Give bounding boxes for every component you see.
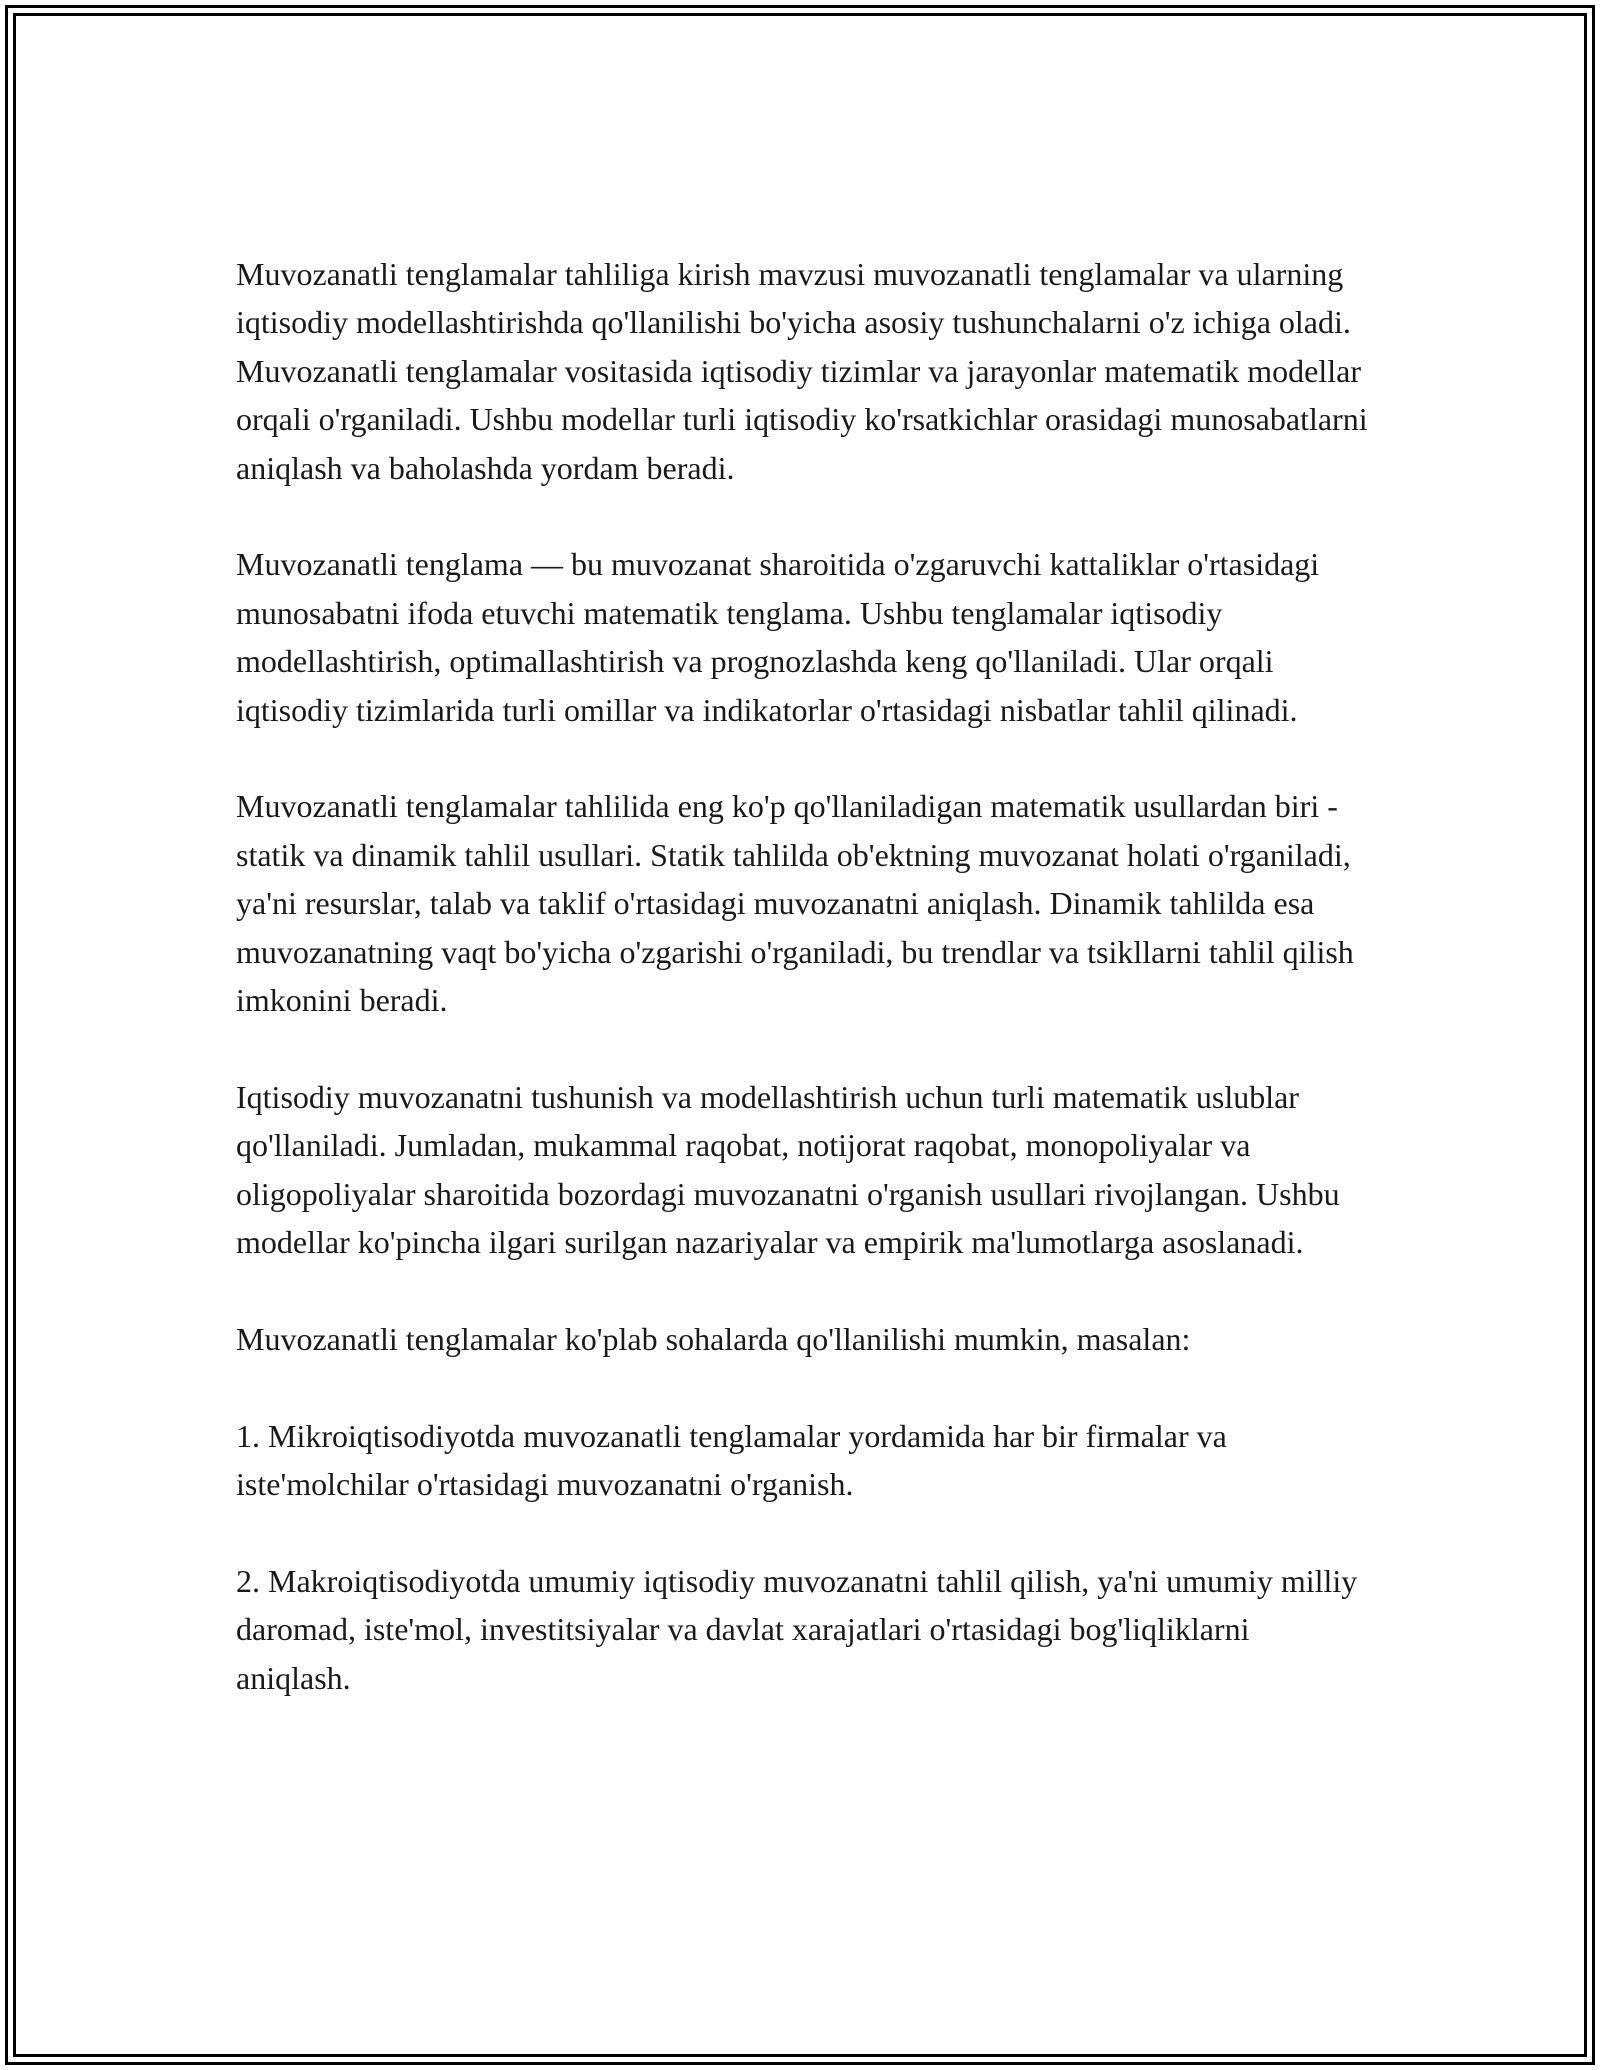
paragraph-methods: Muvozanatli tenglamalar tahlilida eng ko'p qo'llaniladigan matematik usullardan biri - statik va dinamik tahlil usullari. Statik tahlilda ob'ektning muvozanat holati o'rganiladi, ya'ni resurslar, talab va taklif o'rtasidagi muvozanatni aniqlash. Dinamik tahlilda esa muvozanatning vaqt bo'yicha o'zgarishi o'rganiladi, bu trendlar va tsikllarni tahlil qilish imkonini beradi. [236,788,1354,1019]
document-body [236,250,1371,1750]
paragraph-definition: Muvozanatli tenglama — bu muvozanat sharoitida o'zgaruvchi kattaliklar o'rtasidagi munosabatni ifoda etuvchi matematik tenglama. Ushbu tenglamalar iqtisodiy modellashtirish, optimallashtirish va prognozlashda keng qo'llaniladi. Ular orqali iqtisodiy tizimlarida turli omillar va indikatorlar o'rtasidagi nisbatlar tahlil qilinadi. [236,546,1320,728]
list-item-1: 1. Mikroiqtisodiyotda muvozanatli tenglamalar yordamida har bir firmalar va iste'molchilar o'rtasidagi muvozanatni o'rganish. [236,1417,1227,1503]
paragraph-intro: Muvozanatli tenglamalar tahliliga kirish mavzusi muvozanatli tenglamalar va ularning iqtisodiy modellashtirishda qo'llanilishi bo'yicha asosiy tushunchalarni o'z ichiga oladi. Muvozanatli tenglamalar vositasida iqtisodiy tizimlar va jarayonlar matematik modellar orqali o'rganiladi. Ushbu modellar turli iqtisodiy ko'rsatkichlar orasidagi munosabatlarni aniqlash va baholashda yordam beradi. [236,256,1368,486]
paragraph-approaches: Iqtisodiy muvozanatni tushunish va modellashtirish uchun turli matematik uslublar qo'llaniladi. Jumladan, mukammal raqobat, notijorat raqobat, monopoliyalar va oligopoliyalar sharoitida bozordagi muvozanatni o'rganish usullari rivojlangan. Ushbu modellar ko'pincha ilgari surilgan nazariyalar va empirik ma'lumotlarga asoslanadi. [236,1078,1340,1261]
paragraph-applications-intro: Muvozanatli tenglamalar ko'plab sohalarda qo'llanilishi mumkin, masalan: [236,1320,1191,1357]
list-item-2: 2. Makroiqtisodiyotda umumiy iqtisodiy muvozanatni tahlil qilish, ya'ni umumiy milliy daromad, iste'mol, investitsiyalar va davlat xarajatlari o'rtasidagi bog'liqliklarni aniqlash. [236,1562,1358,1696]
